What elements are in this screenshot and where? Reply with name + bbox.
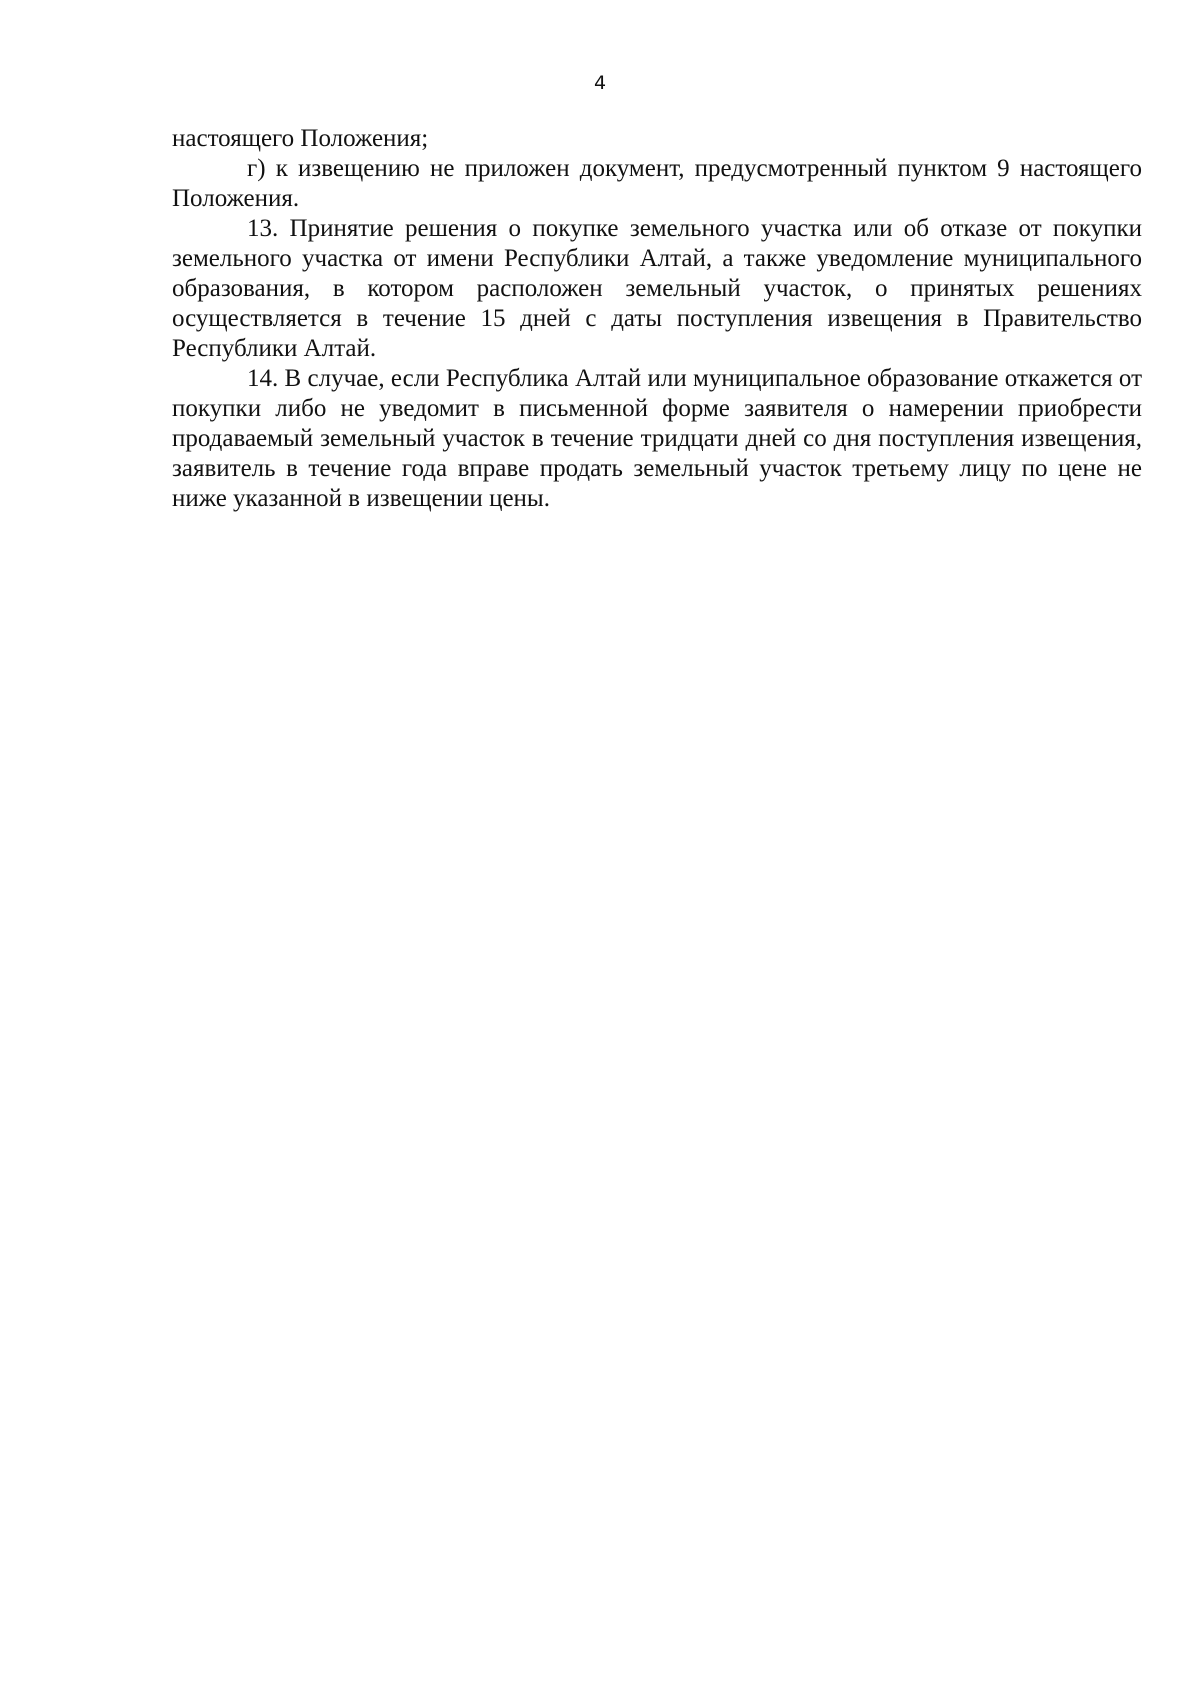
paragraph-14: 14. В случае, если Республика Алтай или муниципальное образование откажется от покупки либо не уведомит в письменной форме заявителя о намерении приобрести продаваемый земельный участок в течение тридцати дней со дня поступления извещения, заявитель в течение года вправе продать земельный участок третьему лицу по цене не ниже указанной в извещении цены. xyxy=(172,365,1142,512)
paragraph-item-g: г) к извещению не приложен документ, предусмотренный пунктом 9 настоящего Положения. xyxy=(172,155,1142,212)
page-number: 4 xyxy=(593,72,607,94)
document-body xyxy=(172,124,1142,514)
paragraph-13: 13. Принятие решения о покупке земельного участка или об отказе от покупки земельного участка от имени Республики Алтай, а также уведомление муниципального образования, в котором расположен земельный участок, о принятых решениях осуществляется в течение 15 дней с даты поступления извещения в Правительство Республики Алтай. xyxy=(172,215,1142,362)
paragraph-continuation: настоящего Положения; xyxy=(172,125,429,152)
